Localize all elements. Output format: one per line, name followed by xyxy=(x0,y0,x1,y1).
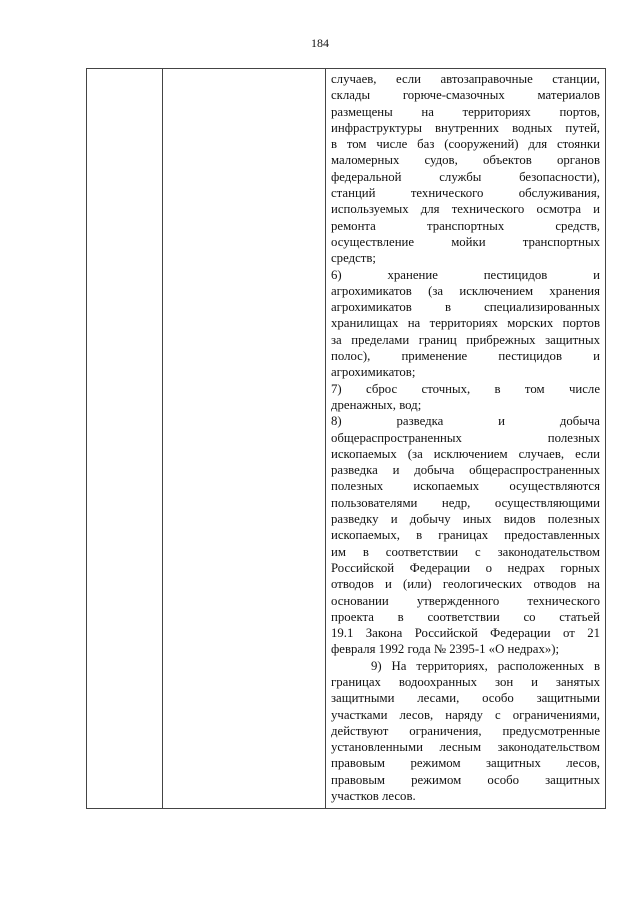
text-line: полезных ископаемых осуществляются xyxy=(331,479,600,494)
text-line: дренажных, вод; xyxy=(331,397,422,412)
text-line: агрохимикатов (за исключением хранения xyxy=(331,283,600,298)
text-line: станций технического обслуживания, xyxy=(331,186,600,201)
text-line: инфраструктуры внутренних водных путей, xyxy=(331,120,600,135)
text-line: агрохимикатов; xyxy=(331,365,416,380)
text-line: полос), применение пестицидов и xyxy=(331,349,600,364)
text-line: ископаемых (за исключением случаев, если xyxy=(331,446,600,461)
text-line: федеральной службы безопасности), xyxy=(331,169,600,184)
text-line: участков лесов. xyxy=(331,789,416,804)
restrictions-text xyxy=(331,71,600,804)
text-line: склады горюче-смазочных материалов xyxy=(331,88,600,103)
text-line: ископаемых, в границах предоставленных xyxy=(331,528,600,543)
text-line: агрохимикатов в специализированных xyxy=(331,300,600,315)
text-line: установленными лесным законодательством xyxy=(331,740,600,755)
text-line: основании утвержденного технического xyxy=(331,593,600,608)
text-line: маломерных судов, объектов органов xyxy=(331,153,600,168)
text-line: в том числе баз (сооружений) для стоянки xyxy=(331,137,600,152)
text-line: участками лесов, наряду с ограничениями, xyxy=(331,707,600,722)
text-line: за пределами границ прибрежных защитных xyxy=(331,332,600,347)
text-line: хранилищах на территориях морских портов xyxy=(331,316,600,331)
table-cell-empty-2 xyxy=(163,69,326,809)
text-line: правовым режимом особо защитных xyxy=(331,772,600,787)
text-line: пользователями недр, осуществляющими xyxy=(331,495,600,510)
text-line: осуществление мойки транспортных xyxy=(331,234,600,249)
text-line: февраля 1992 года № 2395-1 «О недрах»); xyxy=(331,642,560,657)
text-line: общераспространенных полезных xyxy=(331,430,600,445)
text-line: им в соответствии с законодательством xyxy=(331,544,600,559)
text-line: 7) сброс сточных, в том числе xyxy=(331,381,600,396)
table-cell-empty-1 xyxy=(87,69,163,809)
text-line: разведку и добычу иных видов полезных xyxy=(331,512,600,527)
text-line: отводов и (или) геологических отводов на xyxy=(331,577,600,592)
text-line: используемых для технического осмотра и xyxy=(331,202,600,217)
text-line: границах водоохранных зон и занятых xyxy=(331,674,600,689)
table-cell-text xyxy=(326,69,606,809)
text-line: защитными лесами, особо защитными xyxy=(331,691,600,706)
text-line: размещены на территориях портов, xyxy=(331,104,600,119)
text-line: Российской Федерации о недрах горных xyxy=(331,560,600,575)
text-line: ремонта транспортных средств, xyxy=(331,218,600,233)
text-line: разведка и добыча общераспространенных xyxy=(331,463,600,478)
text-line: 6) хранение пестицидов и xyxy=(331,267,600,282)
text-line: средств; xyxy=(331,251,376,266)
text-line: правовым режимом защитных лесов, xyxy=(331,756,600,771)
table-row xyxy=(87,69,606,809)
restrictions-table xyxy=(86,68,606,809)
text-line: 19.1 Закона Российской Федерации от 21 xyxy=(331,626,600,641)
page-number: 184 xyxy=(311,36,329,50)
text-line: случаев, если автозаправочные станции, xyxy=(331,72,600,86)
text-line: проекта в соответствии со статьей xyxy=(331,609,600,624)
text-line: 9) На территориях, расположенных в xyxy=(371,658,600,673)
text-line: 8) разведка и добыча xyxy=(331,414,600,429)
text-line: действуют ограничения, предусмотренные xyxy=(331,723,600,738)
